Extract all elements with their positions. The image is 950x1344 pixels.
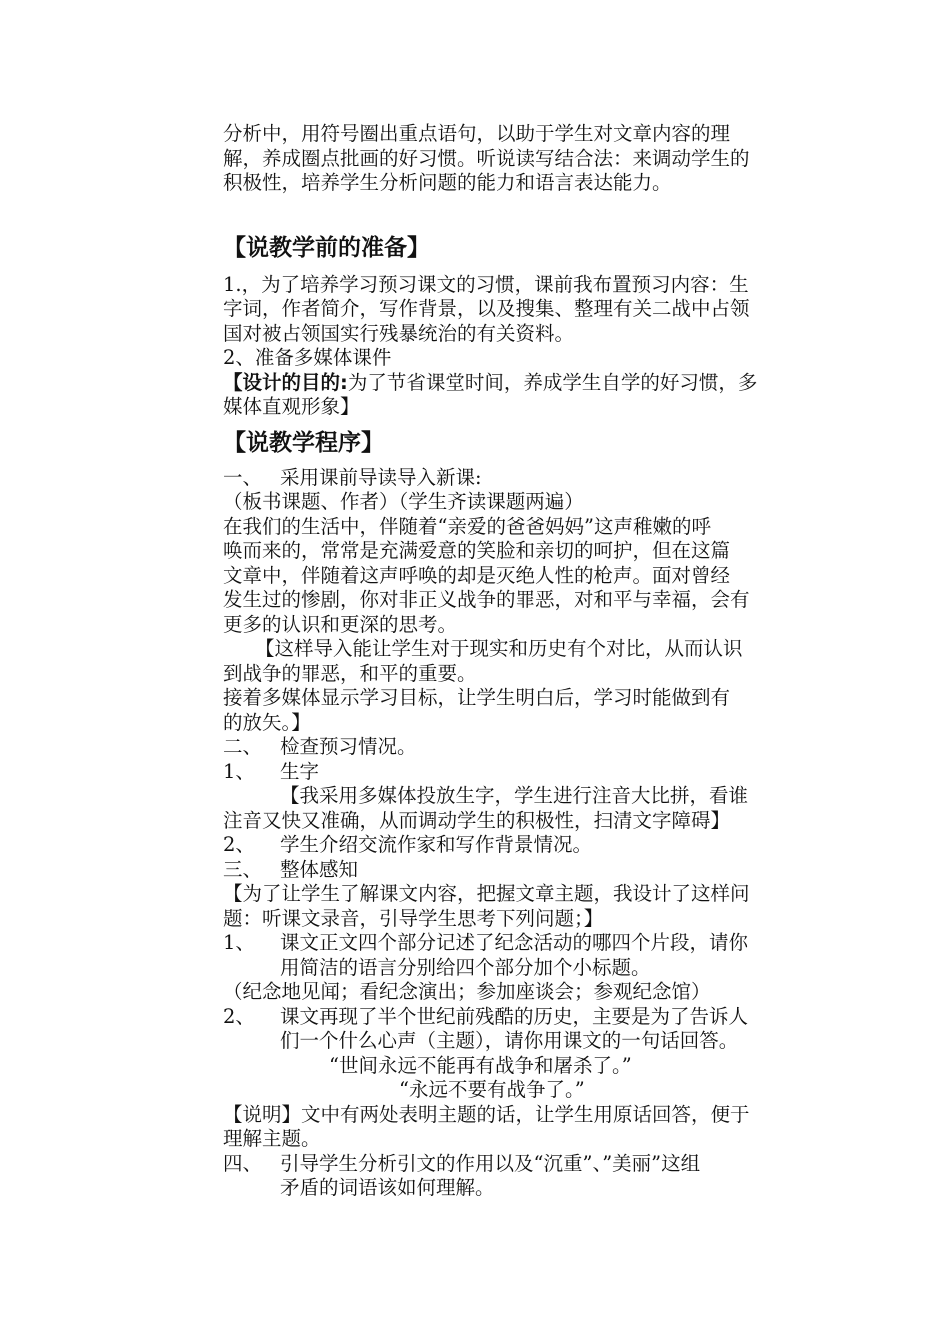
prep-heading: 【说教学前的准备】 (223, 234, 430, 261)
question-1-number: 1、 (223, 931, 255, 954)
section-2-text: 检查预习情况。 (280, 735, 417, 758)
prep-purpose-line-2: 媒体直观形象】 (223, 395, 360, 418)
section-2-item-2 (223, 833, 813, 858)
question-1-line-1 (223, 931, 813, 956)
section-1-note: （板书课题、作者）（学生齐读课题两遍） (223, 490, 584, 513)
section-4-line-2: 矛盾的词语该如何理解。 (280, 1176, 495, 1199)
section-1-para-line-5: 更多的认识和更深的思考。 (223, 612, 458, 636)
section-4-line-1 (223, 1152, 813, 1177)
program-heading: 【说教学程序】 (223, 429, 384, 456)
note-line-1: 【说明】文中有两处表明主题的话，让学生用原话回答，便于 (223, 1102, 750, 1126)
question-1-line-2: 用简洁的语言分别给四个部分加个小标题。 (280, 955, 651, 979)
prep-p1-line-3: 国对被占领国实行残暴统治的有关资料。 (223, 321, 575, 345)
section-2-item-1-comment-line-2: 注音又快又准确，从而调动学生的积极性，扫清文字障碍】 (223, 808, 731, 832)
prep-purpose-line-1 (223, 371, 813, 396)
section-3-title (223, 858, 813, 883)
section-2-title (223, 735, 813, 760)
section-2-item-1-comment-line-1: 【我采用多媒体投放生字，学生进行注音大比拼，看谁 (280, 784, 749, 807)
question-2-text: 课文再现了半个世纪前残酷的历史，主要是为了告诉人 (280, 1004, 749, 1028)
question-1-answer: （纪念地见闻；看纪念演出；参加座谈会；参观纪念馆） (223, 980, 711, 1003)
section-1-text: 采用课前导读导入新课: (280, 465, 482, 489)
prep-p1-line-2: 字词，作者简介，写作背景，以及搜集、整理有关二战中占领 (223, 297, 750, 320)
section-1-comment-line-4: 的放矢。】 (223, 710, 311, 734)
prep-purpose-text: 为了节省课堂时间，养成学生自学的好习惯，多 (347, 370, 758, 394)
question-2-line-2: 们一个什么心声（主题），请你用课文的一句话回答。 (280, 1029, 739, 1052)
section-1-title (223, 466, 813, 491)
section-1-para-line-3: 文章中，伴随着这声呼唤的却是灭绝人性的枪声。面对曾经 (223, 563, 731, 587)
section-1-comment-line-1: 【这样导入能让学生对于现实和历史有个对比，从而认识 (255, 637, 743, 660)
question-2-answer-2: “永远不要有战争了。” (399, 1078, 585, 1101)
section-2-item-2-text: 学生介绍交流作家和写作背景情况。 (280, 833, 593, 856)
section-4-number: 四、 (223, 1151, 263, 1175)
section-3-text: 整体感知 (280, 857, 359, 881)
intro-line-1: 分析中，用符号圈出重点语句，以助于学生对文章内容的理 (223, 122, 731, 145)
section-1-comment-line-3: 接着多媒体显示学习目标，让学生明白后，学习时能做到有 (223, 686, 731, 709)
section-1-para-line-2: 唤而来的，常常是充满爱意的笑脸和亲切的呵护，但在这篇 (223, 539, 731, 562)
section-1-para-line-4: 发生过的惨剧，你对非正义战争的罪恶，对和平与幸福，会有 (223, 588, 750, 611)
section-3-comment-line-2: 题：听课文录音，引导学生思考下列问题；】 (223, 906, 604, 930)
intro-line-3: 积极性，培养学生分析问题的能力和语言表达能力。 (223, 171, 672, 194)
section-3-comment-line-1: 【为了让学生了解课文内容，把握文章主题，我设计了这样问 (223, 882, 750, 905)
question-2-number: 2、 (223, 1004, 255, 1028)
question-1-text: 课文正文四个部分记述了纪念活动的哪四个片段，请你 (280, 931, 749, 954)
section-2-number: 二、 (223, 735, 263, 758)
prep-p1-line-1: 1.，为了培养学习预习课文的习惯，课前我布置预习内容：生 (223, 272, 749, 296)
note-line-2: 理解主题。 (223, 1127, 321, 1150)
section-1-number: 一、 (223, 465, 263, 489)
question-2-answer-1: “世间永远不能再有战争和屠杀了。” (329, 1053, 632, 1077)
question-2-line-1 (223, 1005, 813, 1030)
section-3-number: 三、 (223, 857, 263, 881)
prep-p2: 2、准备多媒体课件 (223, 346, 392, 369)
section-2-item-1 (223, 760, 813, 785)
section-2-item-1-number: 1、 (223, 759, 255, 783)
document-page (223, 122, 813, 1201)
section-1-para-line-1: 在我们的生活中，伴随着“亲爱的爸爸妈妈”这声稚嫩的呼 (223, 514, 711, 538)
prep-purpose-label: 【设计的目的: (223, 370, 348, 394)
section-4-text: 引导学生分析引文的作用以及“沉重”、”美丽”这组 (280, 1151, 701, 1175)
section-2-item-1-text: 生字 (280, 759, 320, 783)
intro-line-2: 解，养成圈点批画的好习惯。听说读写结合法：来调动学生的 (223, 146, 750, 170)
section-1-comment-line-2: 到战争的罪恶，和平的重要。 (223, 661, 477, 685)
section-2-item-2-number: 2、 (223, 833, 255, 856)
